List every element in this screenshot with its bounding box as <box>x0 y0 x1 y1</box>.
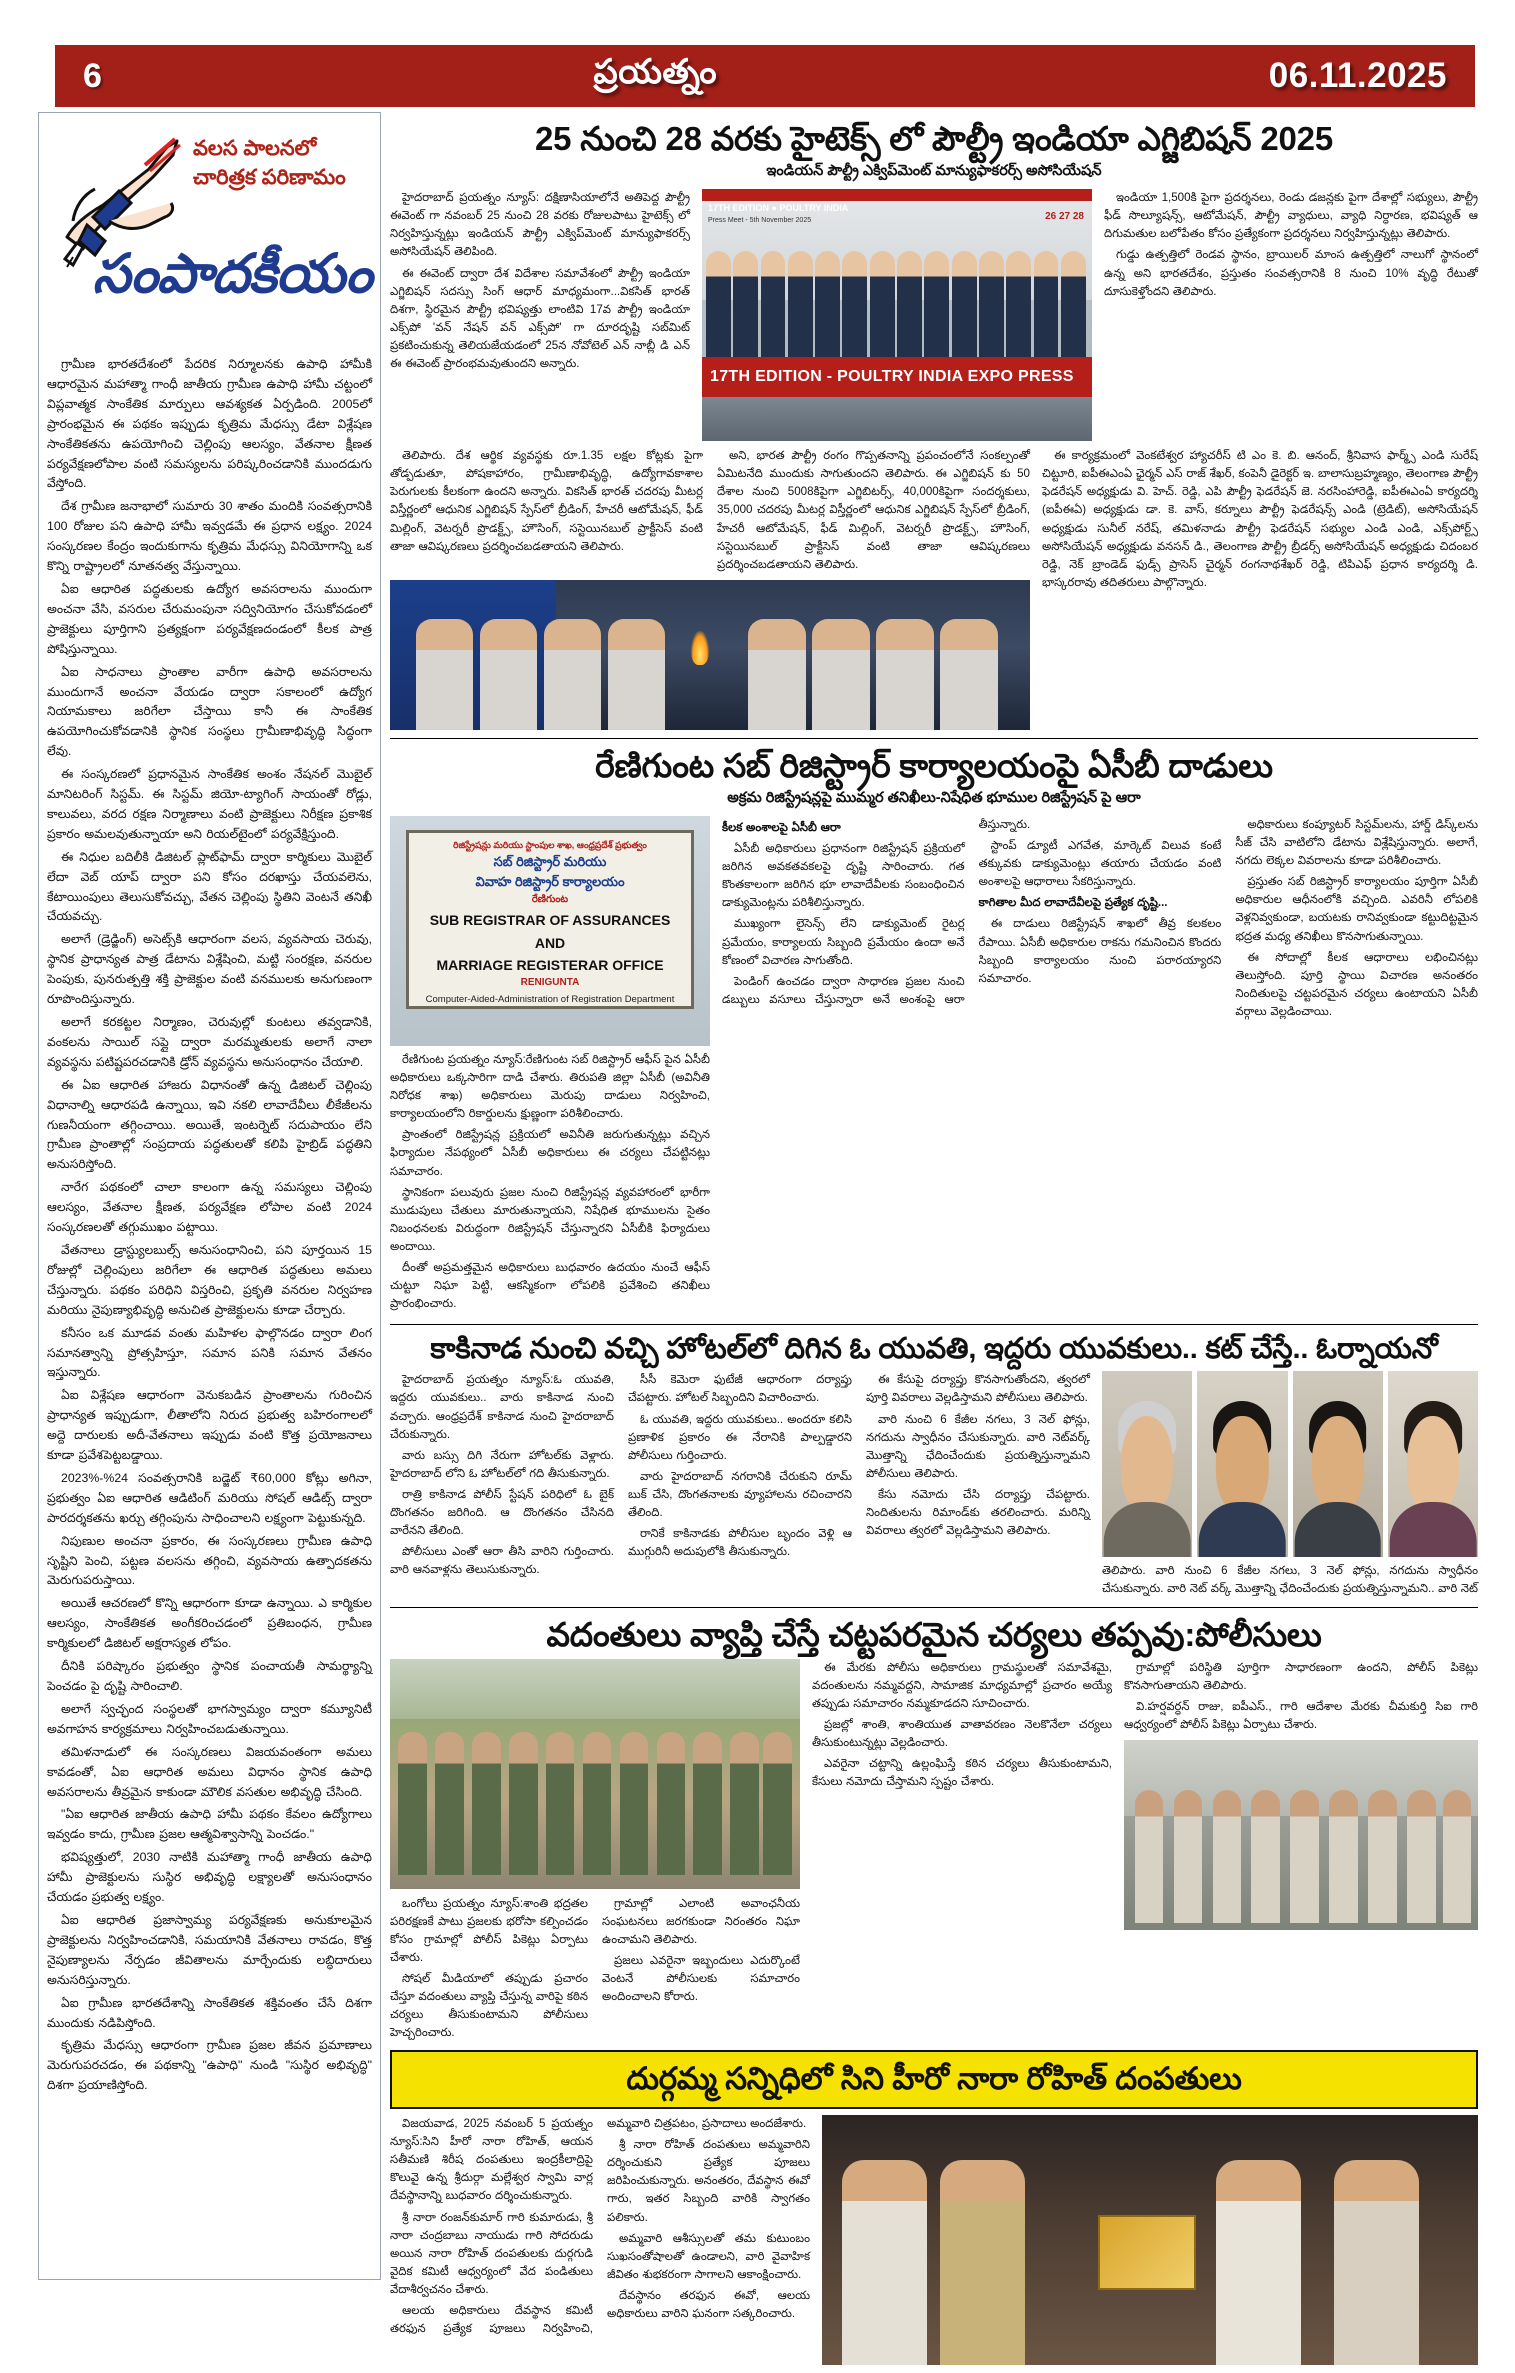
board-title-te2: వివాహ రిజిస్ట్రార్ కార్యాలయం <box>475 873 625 889</box>
board-place-en: RENIGUNTA <box>520 976 580 988</box>
paragraph: ఏసీబీ అధికారులు ప్రధానంగా రిజిస్ట్రేషన్ ప్రక్రియలో జరిగిన అవకతవకలపై దృష్టి సారించారు. గత కొంతకాలంగా జరిగిన భూ లావాదేవీలకు సంబంధించిన డాక్యుమెంట్లను పరిశీలిస్తున్నారు. <box>722 842 965 910</box>
photo-sub-registrar-board <box>390 816 710 1046</box>
paragraph: అలాగే (డ్రెడ్జింగ్) అసెట్స్‌కి ఆధారంగా వలస, వ్యవసాయ చెరువు, స్థానిక ప్రాధాన్యత పాత్ర డేటాను విశ్లేషించి, మట్టి సంరక్షణ, వనరుల పెంపుకు, పునరుత్పత్తి శక్తి ప్రాజెక్టుల వంటి వనములకు అనుగుణంగా రూపొందిస్తున్నారు. <box>47 932 372 1007</box>
editorial-column <box>38 112 381 2280</box>
paragraph: ప్రస్తుతం సబ్ రిజిస్ట్రార్ కార్యాలయం పూర్తిగా ఏసీబీ అధికారుల ఆధీనంలోకి వచ్చింది. ఎవరినీ లోపలికి వెళ్లనివ్వకుండా, బయటకు రానివ్వకుండా కట్టుదిట్టమైన భద్రత మధ్య తనిఖీలు కొనసాగుతున్నాయి. <box>1235 875 1478 943</box>
paragraph: ఆలయ అధికారులు దేవస్థాన కమిటీ తరఫున ప్రత్యేక పూజలు నిర్వహించి, అమ్మవారి చిత్రపటం, ప్రసాదాలు అందజేశారు. <box>390 2117 807 2336</box>
paragraph: అమ్మవారి ఆశీస్సులతో తమ కుటుంబం సుఖసంతోషాలతో ఉండాలని, వారి వైవాహిక జీవితం శుభకరంగా సాగాలని ఆకాంక్షించారు. <box>607 2231 810 2281</box>
editorial-kicker <box>193 135 381 193</box>
paragraph: పెండింగ్ ఉంచడం ద్వారా సాధారణ ప్రజల నుంచి డబ్బులు వసూలు చేస్తున్నారా అనే అంశంపై ఆరా తీస్తున్నారు. <box>722 818 1031 1006</box>
paragraph: తమిళనాడులో ఈ సంస్కరణలు విజయవంతంగా అమలు కావడంతో, ఏఐ ఆధారిత అమలు విధానం స్థానిక ఉపాధి అవసరాలను తీవ్రమైన కాకుండా మౌలిక వసతుల అభివృద్ధి చేసింది. <box>47 1744 372 1799</box>
paragraph: స్టాంప్ డ్యూటీ ఎగవేత, మార్కెట్ విలువ కంటే తక్కువకు డాక్యుమెంట్లు తయారు చేయడం వంటి అంశాలపై ఆధారాలు సేకరిస్తున్నారు. <box>978 839 1222 889</box>
board-top-telugu: రిజిస్ట్రేషన్లు మరియు స్టాంపుల శాఖ, ఆంధ్రప్రదేశ్ ప్రభుత్వం <box>453 839 647 850</box>
expo-people-group <box>702 251 1092 357</box>
paragraph: ఈ మేరకు పోలీసు అధికారులు గ్రామస్థులతో సమావేశమై, వదంతులను నమ్మవద్దని, సామాజిక మాధ్యమాల్లో ప్రచారం అయ్యే తప్పుడు సమాచారం నమ్మకూడదని సూచించారు. <box>812 1660 1112 1710</box>
paragraph: శ్రీ నారా రంజన్‌కుమార్ గారి కుమారుడు, శ్రీ నారా చంద్రబాబు నాయుడు గారి సోదరుడు అయిన నారా రోహిత్ దంపతులకు దుర్గగుడి వైదిక కమిటీ ఆధ్వర్యంలో వేద పండితులు వేదాశీర్వచనం చేశారు. <box>390 2210 593 2296</box>
expo-photo-caption: 17TH EDITION - POULTRY INDIA EXPO PRESS <box>702 357 1092 397</box>
article-acb-raids <box>390 738 1478 1316</box>
paragraph: దీంతో అప్రమత్తమైన అధికారులు బుధవారం ఉదయం నుంచే ఆఫీస్ చుట్టూ నిఘా పెట్టి, ఆకస్మికంగా లోపలికి ప్రవేశించి తనిఖీలు ప్రారంభించారు. <box>390 1260 710 1311</box>
photo-temple-felicitation <box>822 2115 1478 2365</box>
paragraph: వి.హర్షవర్ధన్ రాజు, ఐపీఎస్., గారి ఆదేశాల మేరకు చీమకుర్తి సిఐ గారి ఆధ్వర్యంలో పోలీస్ పికెట్లు ఏర్పాటు చేశారు. <box>1124 1699 1478 1732</box>
paragraph: గ్రామీణ భారతదేశంలో పేదరిక నిర్మూలనకు ఉపాధి హామీకి ఆధారమైన మహాత్మా గాంధీ జాతీయ గ్రామీణ ఉపాధి హామీ చట్టంలో విప్లవాత్మక సాంకేతిక మార్పులు ఆవశ్యకత ఏర్పడింది. 2005లో ప్రారంభమైన ఈ పథకం ఇప్పుడు కృత్రిమ మేధస్సు డేటా విశ్లేషణ సాంకేతికతను ఉపయోగించి చెల్లింపు ఆలస్యం, వేతనాల క్షీణత పర్యవేక్షణలోపాల వంటి సమస్యలను పరిష్కరించడానికి ముందడుగు వేస్తోంది. <box>47 357 372 491</box>
headline-kakinada-hotel: కాకినాడ నుంచి వచ్చి హోటల్‌లో దిగిన ఓ యువతి, ఇద్దరు యువకులు.. కట్ చేస్తే.. ఓర్నాయనో <box>430 1333 1438 1366</box>
acb-text-col2 <box>722 816 1478 1021</box>
mugshot-1 <box>1102 1371 1192 1557</box>
expo-banner-line1: 17TH EDITION ● POULTRY INDIA <box>708 203 849 214</box>
paragraph: సీసీ కెమెరా ఫుటేజీ ఆధారంగా దర్యాప్తు చేపట్టారు. హోటల్ సిబ్బందిని విచారించారు. <box>628 1373 852 1405</box>
paragraph: ఎవరైనా చట్టాన్ని ఉల్లంఘిస్తే కఠిన చర్యలు తీసుకుంటామని, కేసులు నమోదు చేస్తామని స్పష్టం చేశారు. <box>812 1757 1112 1789</box>
paragraph: నిపుణుల అంచనా ప్రకారం, ఈ సంస్కరణలు గ్రామీణ ఉపాధి సృష్టిని పెంచి, పట్టణ వలసను తగ్గించి, వ్యవసాయ ఉత్పాదకతను మెరుగుపరుస్తాయి. <box>47 1533 372 1588</box>
paragraph: కనీసం ఒక మూడవ వంతు మహిళల ఫాల్గొనడం ద్వారా లింగ సమానత్వాన్ని ప్రోత్సహిస్తూ, సమాన పనికి సమాన వేతనం ఇస్తున్నారు. <box>47 1325 372 1380</box>
main-content-column <box>390 112 1478 2373</box>
photo-lamp-lighting <box>390 580 1030 730</box>
paragraph: అని, భారత పౌల్ట్రీ రంగం గొప్పతనాన్ని ప్రపంచంలోనే సంకల్పంతో ఏమిటనేది ముందుకు సాగుతుందని తెలిపారు. ఈ ఎగ్జిబిషన్ కు 50 దేశాల నుంచి 5008కిపైగా ఎగ్జిబిటర్స్, 40,000కిపైగా సందర్శకులు, 35,000 చదరపు మీటర్ల విస్తీర్ణంలో ఆధునిక ఎగ్జిబిషన్ స్పేస్‌లో బ్రీడింగ్, హేచరీ ఆటోమేషన్, ఫీడ్ మిల్లింగ్, వెటర్నరీ ప్రొడక్ట్స్, హౌసింగ్, సస్టెయినబుల్ ప్రాక్టీసెస్ వంటి తాజా ఆవిష్కరణలు ప్రదర్శించబడతాయని తెలిపారు. <box>717 449 1030 571</box>
editorial-text <box>47 355 372 2096</box>
mugshot-4 <box>1388 1371 1478 1557</box>
paragraph: వారు బస్సు దిగి నేరుగా హోటల్‌కు వెళ్లారు. హైదరాబాద్ లోని ఓ హోటల్‌లో గది తీసుకున్నారు. <box>390 1448 614 1480</box>
subhead-poultry-expo: ఇండియన్ పౌల్ట్రీ ఎక్విప్‌మెంట్ మాన్యుఫాకరర్స్ అసోసియేషన్ <box>766 163 1102 180</box>
paragraph: ఏఐ సాధనాలు ప్రాంతాల వారీగా ఉపాధి అవసరాలను ముందుగానే అంచనా వేయడం ద్వారా సకాలంలో ఉద్యోగ నియామకాలు జరిగేలా చేస్తాయి కానీ ఈ సాంకేతిక ఉపయోగించుకోవడానికి స్థానిక సంస్థలు గ్రామీణాభివృద్ధి సిద్ధంగా లేవు. <box>47 664 372 759</box>
paragraph: ఈ కార్యక్రమంలో వెంకటేశ్వర హ్యాచరీస్ టి ఎం కె. బి. ఆనంద్, శ్రీనివాస ఫార్మ్స్ ఎండి సురేష్ చిట్టూరి, ఐపీఈఎంఏ ఛైర్మన్ ఎస్ రాజ్ శేఖర్, కంపెనీ డైరెక్టర్ ఇ. బాలాసుబ్రహ్మణ్యం, తెలంగాణ పౌల్ట్రీ ఫెడరేషన్ అధ్యక్షుడు వి. హెచ్. రెడ్డి, ఎపి పౌల్ట్రీ ఫెడరేషన్ జె. నరసింహారెడ్డి, ఐపీఈఎంఏ కార్యదర్శి (ఐపీఈఏ) అధ్యక్షుడు డా. కె. వాస్, కర్నూలు పౌల్ట్రీ ఫెడరేషన్స్ ఎండి (ట్రెడిట్), అసోసియేషన్ అధ్యక్షుడు సునీల్ నరేష్, తమిళనాడు పౌల్ట్రీ ఫెడరేషన్ సభ్యుల ఎండి ఎండి, ఎక్స్‌పోర్ట్స్ అసోసియేషన్ అధ్యక్షుడు వనసన్ డి., తెలంగాణ పౌల్ట్రీ బ్రీడర్స్ అసోసియేషన్ అధ్యక్షుడు చిదంబర రెడ్డి, నెక్ బ్రాండెడ్ ఫుడ్స్ ప్రాసెస్ చైర్మన్ రంగనాథశేఖర్ రెడ్డి, టిపిఎఫ్ ప్రధాన కార్యదర్శి డి. భాస్కరరావు తదితరులు పాల్గొన్నారు. <box>1042 449 1478 589</box>
paragraph: కేసు నమోదు చేసి దర్యాప్తు చేపట్టారు. నిందితులను రిమాండ్‌కు తరలించారు. మరిన్ని వివరాలు త్వరలో వెల్లడిస్తామని తెలిపారు. <box>866 1487 1090 1538</box>
paragraph: విజయవాడ, 2025 నవంబర్ 5 ప్రయత్నం న్యూస్:సిని హీరో నారా రోహిత్, ఆయన సతీమణి శిరీష దంపతులు ఇంద్రకీలాద్రిపై కొలువై ఉన్న శ్రీదుర్గా మల్లేశ్వర స్వామి వార్ల దేవస్థానాన్ని బుధవారం దర్శించుకున్నారు. <box>390 2117 593 2203</box>
photo-accused-mugshots <box>1102 1371 1478 1557</box>
paragraph: వారి నుంచి 6 కేజీల నగలు, 3 నెల్ ఫోన్లు, నగదును స్వాధీనం చేసుకున్నారు. వారి నెట్‌వర్క్ మొత్తాన్ని ఛేదించేందుకు ప్రయత్నిస్తున్నామని పోలీసులు తెలిపారు. <box>866 1412 1090 1480</box>
board-place-te: రేణిగుంట <box>531 893 569 905</box>
paragraph: నారేగ పథకంలో చాలా కాలంగా ఉన్న సమస్యలు చెల్లింపు ఆలస్యం, వేతనాల క్షీణత, పర్యవేక్షణ లోపాల వంటి 2024 సంస్కరణలతో తగ్గుముఖం పట్టాయి. <box>47 1180 372 1235</box>
paragraph: ఏఐ ఆధారిత పద్ధతులకు ఉద్యోగ అవసరాలను ముందుగా అంచనా వేసి, వసరుల చేరుమంపునా సద్వినియోగం చేసుకోవడంలో ప్రాజెక్టులు పూర్తిగాని ప్రత్యక్షంగా పర్యవేక్షణదండంలో కీలక పాత్ర పోషిస్తున్నాయి. <box>47 581 372 656</box>
page-number: 6 <box>83 56 102 95</box>
paragraph: రేణిగుంట ప్రయత్నం న్యూస్:రేణిగుంట సబ్ రిజిస్ట్రార్ ఆఫీస్ పైన ఏసీబీ అధికారులు ఒక్కసారిగా దాడి చేశారు. తిరుపతి జిల్లా ఏసీబీ (అవినీతి నిరోధక శాఖ) అధికారులు మెరుపు దాడులు నిర్వహించి, కార్యాలయంలోని రికార్డులను క్షుణ్ణంగా పరిశీలించారు. <box>390 1053 710 1121</box>
editorial-kicker-line2: చారిత్రక పరిణామం <box>193 165 346 189</box>
paragraph: "ఏఐ ఆధారిత జాతీయ ఉపాధి హామీ పథకం కేవలం ఉద్యోగాలు ఇవ్వడం కాదు, గ్రామీణ ప్రజల ఆత్మవిశ్వాసాన్ని పెంచడం." <box>47 1807 372 1842</box>
paragraph: అలాగే కరకట్టల నిర్మాణం, చెరువుల్లో కుంటలు తవ్వడానికి, వంకలను సాయిల్ సప్లై ద్వారా మరమ్మతులకు అలాగే నాలా వ్యవస్థను పటిష్టపరచడానికి డ్రోన్ వ్యవస్థను అనుసంధానం చేయాలి. <box>47 1015 372 1069</box>
divider-rule <box>390 1324 1478 1325</box>
paragraph: ఏఐ గ్రామీణ భారతదేశాన్ని సాంకేతికత శక్తివంతం చేసే దిశగా ముందుకు నడిపిస్తోంది. <box>47 1995 372 2030</box>
paragraph: అయితే ఆచరణలో కొన్ని ఆధారంగా కూడా ఉన్నాయి. ఎ కార్మికుల ఆలస్యం, సాంకేతికత అంగీకరించడంలో ప్రతిబంధన, గ్రామీణ కార్మికులలో డిజిటల్ అక్షరాస్యత లోపం. <box>47 1596 372 1651</box>
paragraph: వారు హైదరాబాద్ నగరానికి చేరుకుని రూమ్ బుక్ చేసి, దొంగతనాలకు వ్యూహాలను రచించారని తేలింది. <box>628 1469 852 1519</box>
paragraph: ఒంగోలు ప్రయత్నం న్యూస్:శాంతి భద్రతల పరిరక్షణకే పాటు ప్రజలకు భరోసా కల్పించడం కోసం గ్రామాల్లో పోలీస్ పికెట్లు ఏర్పాటు చేశారు. <box>390 1896 588 1965</box>
subhead-acb-raids: అక్రమ రిజిస్ట్రేషన్లపై ముమ్మర తనిఖీలు-నిషేధిత భూముల రిజిస్ట్రేషన్ పై ఆరా <box>727 790 1141 807</box>
headline-durgamma: దుర్గమ్మ సన్నిధిలో సిని హీరో నారా రోహిత్ దంపతులు <box>626 2061 1242 2097</box>
article-rumours-police <box>390 1607 1478 2043</box>
poultry-text-col1 <box>390 189 690 373</box>
paragraph: స్థానికంగా పలువురు ప్రజల నుంచి రిజిస్ట్రేషన్ల వ్యవహారంలో భారీగా ముడుపులు చేతులు మారుతున్నాయని, నిషేధిత భూములను సైతం నిబంధనలకు విరుద్ధంగా రిజిస్ట్రేషన్ చేస్తున్నారని ఏసీబీకి ఫిర్యాదులు అందాయి. <box>390 1185 710 1253</box>
kakinada-photo-caption: తెలిపారు. వారి నుంచి 6 కేజీల నగలు, 3 నెల్ ఫోన్లు, నగదును స్వాధీనం చేసుకున్నారు. వారి నెట్ వర్క్ మొత్తాన్ని ఛేదించేందుకు ప్రయత్నిస్తున్నామని.. వారి నెట్ <box>1102 1564 1479 1596</box>
paragraph: ఏఐ ఆధారిత ప్రజాస్వామ్య పర్యవేక్షణకు అనుకూలమైన ప్రాజెక్టులను నిర్వహించడానికి, సమయానికి వేతనాలు రావడం, కొత్త నైపుణ్యాలను నేర్పడం జీవితాలను మార్చేందుకు లబ్ధిదారులు అనుసరిస్తున్నారు. <box>47 1912 372 1987</box>
framed-deity-portrait <box>1098 2215 1196 2290</box>
page-body <box>38 112 1479 2336</box>
paragraph: శ్రీ నారా రోహిత్ దంపతులు అమ్మవారిని దర్శించుకుని ప్రత్యేక పూజలు జరిపించుకున్నారు. అనంతరం, దేవస్థాన ఈవో గారు, ఇతర సిబ్బంది వారికి స్వాగతం పలికారు. <box>607 2138 810 2224</box>
paragraph: ఈ ఏఐ ఆధారిత హాజరు విధానంతో ఉన్న డిజిటల్ చెల్లింపు విధానాల్ని ఆధారపడి ఉన్నాయి, ఇవి నకలి లావాదేవీలు లీకేజీలను గుణనీయంగా తగ్గించాయి. అయితే, ఇంటర్నెట్ సదుపాయం లేని గ్రామీణ ప్రాంతాల్లో సంప్రదాయ పద్ధతులతో కలిపి హైబ్రిడ్ పద్ధతిని అనుసరిస్తోంది. <box>47 1077 372 1172</box>
paragraph: గ్రామాల్లో పరిస్థితి పూర్తిగా సాధారణంగా ఉందని, పోలీస్ పికెట్లు కొనసాగుతాయని తెలిపారు. <box>1124 1660 1478 1692</box>
paragraph: అలాగే స్వచ్ఛంద సంస్థలతో భాగస్వామ్యం ద్వారా కమ్యూనిటీ అవగాహన కార్యక్రమాలు నిర్వహించబడుతున్నాయి. <box>47 1701 372 1736</box>
paragraph: ఈ సంస్కరణలో ప్రధానమైన సాంకేతిక అంశం నేషనల్ మొబైల్ మానిటరింగ్ సిస్టమ్. ఈ సిస్టమ్ జియో-ట్యాగింగ్ సాయంతో రోడ్లు, కాలువలు, వరద రక్షణ నిర్మాణాలు వంటి ప్రాజెక్టులు నిరీక్షణ ప్రకాశిక ప్రకారం అమలవుతున్నాయా అని రియల్‌టైంలో పర్యవేక్షిస్తుంది. <box>47 767 372 841</box>
poultry-text-col3 <box>390 447 1030 574</box>
article-kakinada-hotel <box>390 1324 1478 1598</box>
paragraph: ఈ కేసుపై దర్యాప్తు కొనసాగుతోందని, త్వరలో పూర్తి వివరాలు వెల్లడిస్తామని పోలీసులు తెలిపారు. <box>866 1373 1090 1405</box>
paragraph: ప్రాంతంలో రిజిస్ట్రేషన్ల ప్రక్రియలో అవినీతి జరుగుతున్నట్లు వచ్చిన ఫిర్యాదుల నేపథ్యంలో ఏసీబీ అధికారులు ఈ చర్యలు చేపట్టినట్లు సమాచారం. <box>390 1128 710 1178</box>
paragraph: దేవస్థానం తరఫున ఈవో, ఆలయ అధికారులు వారిని ఘనంగా సత్కరించారు. <box>607 2288 810 2320</box>
publication-title: ప్రయత్నం <box>593 52 718 91</box>
paragraph: ఈ నిధుల బదిలీకి డిజిటల్ ప్లాట్‌ఫామ్ ద్వారా కార్మికులు మొబైల్ లేదా వెబ్ యాప్ ద్వారా పని కోసం దరఖాస్తు చేయవలెను, కేటాయింపులు తెలుసుకోవచ్చు, వేతన చెల్లింపు స్థితిని వెంటనే తనిఖీ చేయవచ్చు. <box>47 849 372 924</box>
acb-text-col1 <box>390 1051 710 1313</box>
paragraph: వేతనాలు డ్రాస్ట్యులబుల్స్ అనుసంధానించి, పని పూర్తయిన 15 రోజుల్లో చెల్లింపులు జరిగేలా ఈ ఆధారిత పద్ధతులు అమలు చేస్తున్నారు. పథకం పరిధిని విస్తరించి, ప్రకృతి వనరుల నిర్వహణ మరియు నైపుణ్యాభివృద్ధి అనుచిత ప్రాజెక్టులను కూడా చేర్చారు. <box>47 1242 372 1317</box>
section-subheading: కాగితాల మీద లావాదేవీలపై ప్రత్యేక దృష్టి... <box>978 896 1168 910</box>
paragraph: ఈ దాడులు రిజిస్ట్రేషన్ శాఖలో తీవ్ర కలకలం రేపాయి. ఏసీబీ అధికారుల రాకను గమనించిన కొందరు సిబ్బంది కార్యాలయం నుంచి పరారయ్యారని సమాచారం. <box>978 917 1222 985</box>
paragraph: ముఖ్యంగా లైసెన్స్ లేని డాక్యుమెంట్ రైటర్ల ప్రమేయం, కార్యాలయ సిబ్బంది ప్రమేయం ఉందా అనే కోణంలో విచారణ సాగుతోంది. <box>722 917 965 967</box>
paragraph: ఇండియా 1,500కి పైగా ప్రదర్శనలు, రెండు డజన్లకు పైగా దేశాల్లో సభ్యులు, పౌల్ట్రీ ఫీడ్ సొల్యూషన్స్, ఆటోమేషన్, పౌల్ట్రీ వ్యాధులు, వ్యాధి నిర్ధారణ, భవిష్యత్ ఆ దిగుమతుల బలోపేతం కోసం ప్రత్యేకంగా ప్రదర్శనలు నిర్వహిస్తున్నట్లు తెలిపారు. <box>1104 191 1478 241</box>
board-title-en3: MARRIAGE REGISTERAR OFFICE <box>436 957 664 974</box>
mugshot-3 <box>1293 1371 1383 1557</box>
durgamma-text <box>390 2115 810 2338</box>
paragraph: రాత్రి కాకినాడ పోలీస్ స్టేషన్ పరిధిలో ఓ బైక్ దొంగతనం జరిగింది. ఆ దొంగతనం చేసినది వారేనని తేలింది. <box>390 1487 614 1538</box>
paragraph: కృత్రిమ మేధస్సు ఆధారంగా గ్రామీణ ప్రజల జీవన ప్రమాణాలు మెరుగుపరచడం, ఈ పథకాన్ని "ఉపాధి" నుండి "సుస్థిర అభివృద్ధి" దిశగా ప్రయాణిస్తోంది. <box>47 2038 372 2093</box>
paragraph: ప్రజల్లో శాంతి, శాంతియుత వాతావరణం నెలకొనేలా చర్యలు తీసుకుంటున్నట్లు వెల్లడించారు. <box>812 1718 1112 1750</box>
paragraph: తెలిపారు. దేశ ఆర్థిక వ్యవస్థకు రూ.1.35 లక్షల కోట్లకు పైగా తోడ్పడుతూ, పోషకాహారం, గ్రామీణాభివృద్ధి, ఉద్యోగావకాశాల పెరుగులకు కీలకంగా ఉందని అన్నారు. వికసిత్ భారత్ చదరపు మీటర్ల విస్తీర్ణంలో ఆధునిక ఎగ్జిబిషన్ స్పేస్‌లో బ్రీడింగ్, హేచరీ ఆటోమేషన్, ఫీడ్ మిల్లింగ్, వెటర్నరీ ప్రొడక్ట్స్, హౌసింగ్, సస్టెయినబుల్ ప్రాక్టీసెస్ వంటి తాజా ఆవిష్కరణలు ప్రదర్శించబడతాయని తెలిపారు. <box>390 449 703 553</box>
paragraph: ఈ సోదాల్లో కీలక ఆధారాలు లభించినట్లు తెలుస్తోంది. పూర్తి స్థాయి విచారణ అనంతరం నిందితులపై చట్టపరమైన చర్యలు ఉంటాయని ఏసీబీ వర్గాలు వెల్లడించాయి. <box>1235 950 1478 1018</box>
registrar-signboard <box>406 830 694 1009</box>
paragraph: ఏఐ విశ్లేషణ ఆధారంగా వెనుకబడిన ప్రాంతాలను గురించిన ప్రాధాన్యత ఇప్పుడుగా, లీతాలోని నిరుద ప్రభుత్వ బహిరంగాలలో అద్దె దారులకు అదీ-వేతనాలు ఇప్పుడు వంటి కొత్త ప్రయోజనాలు కూడా ప్రవేశపెట్టబడ్డాయి. <box>47 1388 372 1463</box>
paragraph: గుడ్డు ఉత్పత్తిలో రెండవ స్థానం, బ్రాయిలర్ మాంస ఉత్పత్తిలో నాలుగో స్థానంలో ఉన్న అని భారతదేశం, ప్రస్తుతం సంవత్సరానికి 8 నుంచి 10% వృద్ధి రేటుతో దూసుకెళ్తోందని తెలిపారు. <box>1104 248 1478 298</box>
photo-village-meeting <box>390 1659 800 1889</box>
expo-banner-line2: Press Meet - 5th November 2025 <box>708 217 812 225</box>
editorial-kicker-line1: వలస పాలనలో <box>193 137 317 160</box>
article-durgamma-nara-rohith <box>390 2050 1478 2365</box>
photo-expo-press-meet <box>702 189 1092 441</box>
paragraph: 2023%-%24 సంవత్సరానికి బడ్జెట్ ₹60,000 కోట్లు అగినా, ప్రభుత్వం ఏఐ ఆధారిత ఆడిటింగ్ మరియు సోషల్ ఆడిట్స్ ద్వారా పారదర్శకతను ఖర్చు తగ్గింపును సాధించాలని లక్ష్యంగా పెట్టుకున్నది. <box>47 1470 372 1525</box>
kakinada-text-col1 <box>390 1371 1090 1579</box>
headline-acb-raids: రేణిగుంట సబ్ రిజిస్ట్రార్ కార్యాలయంపై ఏసీబీ దాడులు <box>595 746 1273 784</box>
article-poultry-expo <box>390 118 1478 730</box>
section-subheading: కీలక అంశాలపై ఏసీబీ ఆరా <box>722 821 841 835</box>
rumours-text-col1 <box>390 1895 800 2043</box>
headline-band-durgamma <box>390 2050 1478 2109</box>
paragraph: హైదరాబాద్ ప్రయత్నం న్యూస్:ఓ యువతి, ఇద్దరు యువకులు.. వారు కాకినాడ నుంచి వచ్చారు. ఆంధ్రప్రదేశ్ కాకినాడ నుంచి హైదరాబాద్ చేరుకున్నారు. <box>390 1373 614 1441</box>
rumours-text-col3 <box>1124 1659 1478 1734</box>
divider-rule <box>390 1607 1478 1608</box>
paragraph: అధికారులు కంప్యూటర్ సిస్టమ్‌లను, హార్డ్ డిస్క్‌లను సీజ్ చేసి వాటిలోని డేటాను విశ్లేషిస్తున్నారు. అలాగే, నగదు లెక్కల వివరాలను కూడా పరిశీలించారు. <box>1235 818 1478 868</box>
paragraph: ఓ యువతి, ఇద్దరు యువకులు.. అందరూ కలిసి ప్రణాళిక ప్రకారం ఈ నేరానికి పాల్పడ్డారని పోలీసులు గుర్తించారు. <box>628 1412 852 1462</box>
headline-rumours-police: వదంతులు వ్యాప్తి చేస్తే చట్టపరమైన చర్యలు తప్పవు:పోలీసులు <box>546 1615 1322 1653</box>
paragraph: ప్రజలు ఎవరైనా ఇబ్బందులు ఎదుర్కొంటే వెంటనే పోలీసులకు సమాచారం అందించాలని కోరారు. <box>602 1954 800 2004</box>
board-title-te1: సబ్ రిజిస్ట్రార్ మరియు <box>493 854 607 870</box>
paragraph: పోలీసులు ఎంతో ఆరా తీసి వారిని గుర్తించారు. వారి ఆనవాళ్లను తెలుసుకున్నారు. <box>390 1545 614 1577</box>
board-sub-en: Computer-Aided-Administration of Registration Department <box>425 994 675 1006</box>
paragraph: భవిష్యత్తులో, 2030 నాటికి మహాత్మా గాంధీ జాతీయ ఉపాధి హామీ ప్రాజెక్టులను సుస్థిర అభివృద్ధి లక్ష్యాలతో అనుసంధానం చేయడం ప్రభుత్వ లక్ష్యం. <box>47 1850 372 1905</box>
paragraph: దేశ గ్రామీణ జనాభాలో సుమారు 30 శాతం మందికి సంవత్సరానికి 100 రోజుల పని ఉపాధి హామీ ఇవ్వడమే ఈ ప్రధాన లక్ష్యం. 2024 సంస్కరణల కేంద్రం ఇందుకుగాను కృత్రిమ మేధస్సు వినియోగాన్ని ఒక కొన్ని రాష్ట్రాలలో నూతనత్వ వేస్తున్నాయి. <box>47 499 372 574</box>
publication-date: 06.11.2025 <box>1268 56 1447 95</box>
poultry-text-col2 <box>1104 189 1478 300</box>
masthead-banner <box>55 45 1475 107</box>
paragraph: గ్రామాల్లో ఎలాంటి అవాంఛనీయ సంఘటనలు జరగకుండా నిరంతరం నిఘా ఉంచామని తెలిపారు. <box>602 1896 800 1946</box>
paragraph: హైదరాబాద్ ప్రయత్నం న్యూస్: దక్షిణాసియాలోనే అతిపెద్ద పౌల్ట్రీ ఈవెంట్ గా నవంబర్ 25 నుంచి 28 వరకు రోజులపాటు హైటెక్స్ లో నిర్వహిస్తున్నట్లు ఇండియన్ పౌల్ట్రీ ఎక్విప్‌మెంట్ మాన్యుఫాకరర్స్ అసోసియేషన్ తెలిపింది. <box>390 191 690 259</box>
paragraph: రానికే కాకినాడకు పోలీసుల బృందం వెళ్లి ఆ ముగ్గురినీ అదుపులోకి తీసుకున్నారు. <box>628 1527 852 1559</box>
poultry-text-col4 <box>1042 447 1478 592</box>
divider-rule <box>390 738 1478 739</box>
expo-banner-dates: 26 27 28 <box>1045 211 1084 223</box>
editorial-logo <box>47 119 372 355</box>
mugshot-2 <box>1197 1371 1287 1557</box>
board-title-en1: SUB REGISTRAR OF ASSURANCES <box>429 912 671 929</box>
paragraph: ఈ ఈవెంట్ ద్వారా దేశ విదేశాల సమావేశంలో పౌల్ట్రీ ఇండియా ఎగ్జిబిషన్ సదస్సు సింగ్ ఆధార్ మాధ్యమంగా...వికసిత్ భారత్ దిశగా, స్థిరమైన పౌల్ట్రీ భవిష్యత్తు లాంటివి 17వ పౌల్ట్రీ ఇండియా ఎక్స్‌పో 'వన్ నేషన్ వన్ ఎక్స్‌పో' గా దూరదృష్టి సబ్‌మిట్ ప్రకటించుకున్న తెలియజేయడంలో 25న నోవోటెల్ ఎన్ నాబ్లీ డి ఎన్ ఈ ఈవెంట్ ప్రారంభమవుతుందని అన్నారు. <box>390 266 690 370</box>
paragraph: దీనికి పరిష్కారం ప్రభుత్వం స్థానిక పంచాయతీ సామర్థ్యాన్ని పెంచడం పై దృష్టి సారించాలి. <box>47 1659 372 1693</box>
headline-poultry-expo: 25 నుంచి 28 వరకు హైటెక్స్ లో పౌల్ట్రీ ఇండియా ఎగ్జిబిషన్ 2025 <box>535 120 1333 157</box>
photo-police-line <box>1124 1740 1478 1930</box>
rumours-text-col2 <box>812 1659 1112 1792</box>
paragraph: సోషల్ మీడియాలో తప్పుడు ప్రచారం చేస్తూ వదంతులు వ్యాప్తి చేస్తున్న వారిపై కఠిన చర్యలు తీసుకుంటామని పోలీసులు హెచ్చరించారు. <box>390 1972 588 2040</box>
board-title-en2: AND <box>534 934 566 951</box>
editorial-wordmark: సంపాదకీయం <box>92 244 372 304</box>
